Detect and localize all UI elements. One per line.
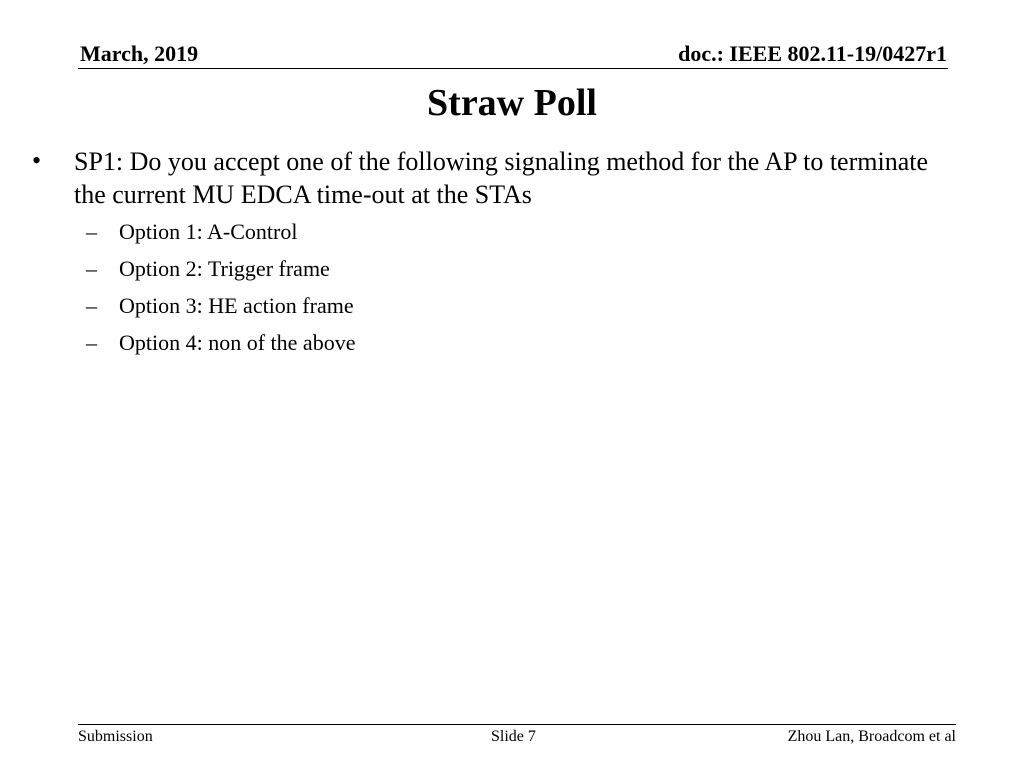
bullet-text: SP1: Do you accept one of the following signaling method for the AP to terminate the current MU EDCA time-out at the STAs <box>74 147 929 209</box>
option-item <box>86 328 786 365</box>
dash-marker: – <box>86 330 97 355</box>
options-list <box>86 217 786 365</box>
header-date: March, 2019 <box>80 41 199 66</box>
option-text: Option 3: HE action frame <box>119 293 354 318</box>
option-text: Option 4: non of the above <box>119 330 356 355</box>
option-item <box>86 254 786 291</box>
option-item <box>86 291 786 328</box>
bullet-marker: • <box>32 146 42 175</box>
footer-divider <box>78 724 956 725</box>
header-doc-id: doc.: IEEE 802.11-19/0427r1 <box>678 41 947 66</box>
dash-marker: – <box>86 219 97 244</box>
footer-submission: Submission <box>78 728 153 745</box>
option-text: Option 1: A-Control <box>119 219 298 244</box>
dash-marker: – <box>86 293 97 318</box>
header-divider <box>78 68 948 69</box>
dash-marker: – <box>86 256 97 281</box>
option-text: Option 2: Trigger frame <box>119 256 330 281</box>
slide-title: Straw Poll <box>427 82 597 124</box>
footer-author: Zhou Lan, Broadcom et al <box>787 728 956 745</box>
footer-slide-number: Slide 7 <box>491 728 536 745</box>
option-item <box>86 217 786 254</box>
